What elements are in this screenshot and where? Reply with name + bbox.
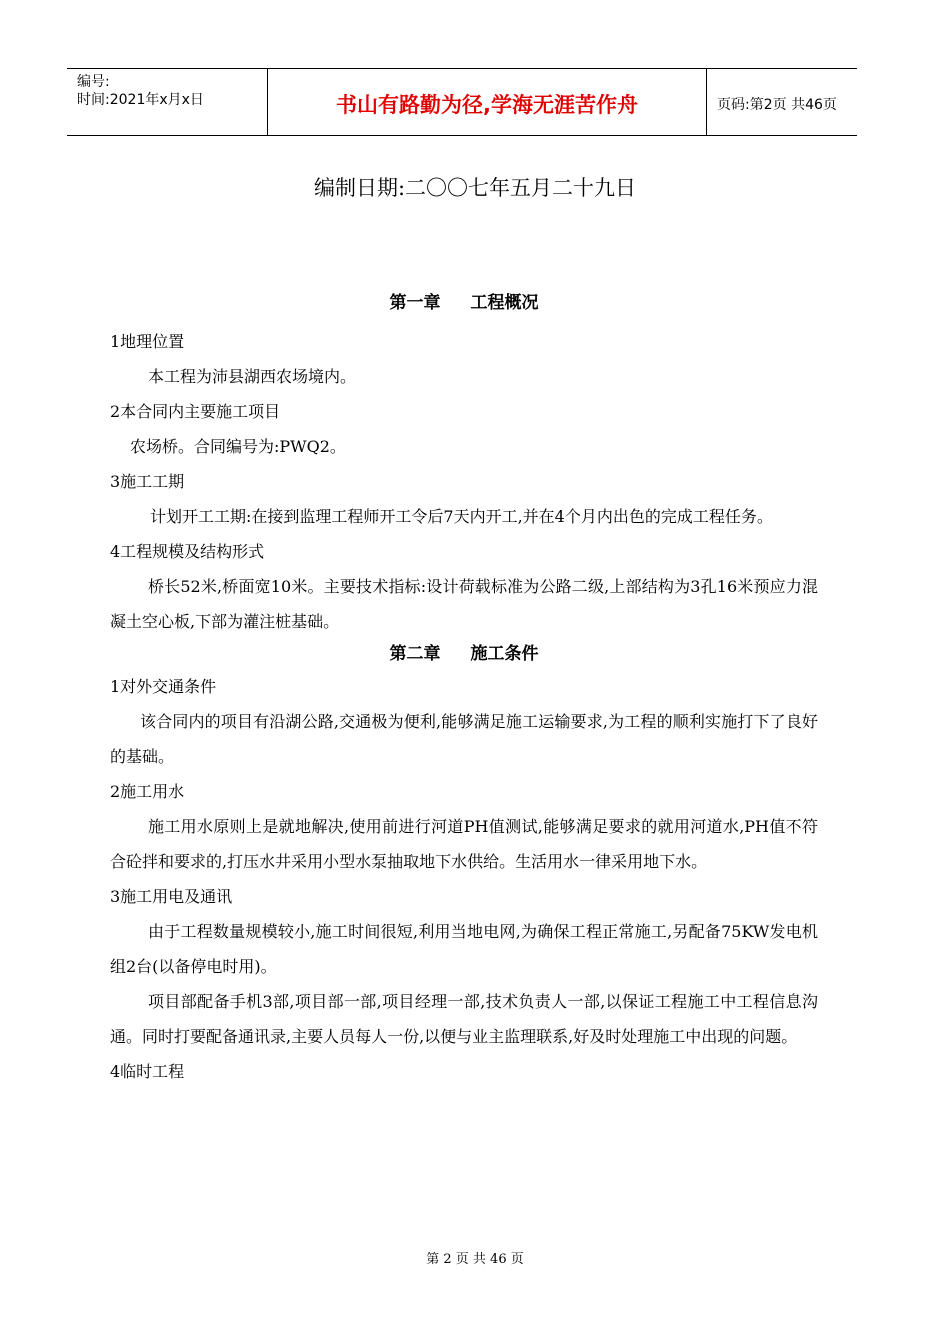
- document-body: [110, 288, 818, 1089]
- chapter-1-name: 工程概况: [470, 293, 539, 313]
- paragraph: 计划开工工期:在接到监理工程师开工令后7天内开工,并在4个月内出色的完成工程任务。: [150, 507, 773, 526]
- section-heading: 1对外交通条件: [110, 677, 217, 696]
- header-meta: [67, 69, 267, 135]
- chapter-1-title: [110, 288, 818, 318]
- section-heading: 3施工用电及通讯: [110, 887, 233, 906]
- header-motto-cell: [267, 69, 707, 135]
- chapter-2-label: 第二章: [389, 644, 441, 664]
- page-header: [67, 68, 857, 136]
- paragraph: 由于工程数量规模较小,施工时间很短,利用当地电网,为确保工程正常施工,另配备75KW发电机组2台(以备停电时用)。: [110, 922, 818, 976]
- section-heading: 1地理位置: [110, 332, 185, 351]
- chapter-2-name: 施工条件: [470, 644, 539, 664]
- paragraph: 项目部配备手机3部,项目部一部,项目经理一部,技术负责人一部,以保证工程施工中工程信息沟通。同时打要配备通讯录,主要人员每人一份,以便与业主监理联系,好及时处理施工中出现的问题。: [110, 992, 818, 1046]
- number-label: 编号:: [77, 74, 110, 90]
- paragraph: 该合同内的项目有沿湖公路,交通极为便利,能够满足施工运输要求,为工程的顺利实施打下了良好的基础。: [110, 712, 818, 766]
- page-footer: 第 2 页 共 46 页: [426, 1252, 524, 1267]
- paragraph: 农场桥。合同编号为:PWQ2。: [130, 437, 346, 456]
- section-heading: 4临时工程: [110, 1062, 185, 1081]
- section-heading: 2本合同内主要施工项目: [110, 402, 281, 421]
- chapter-1-label: 第一章: [389, 293, 441, 313]
- chapter-2-title: [110, 639, 818, 669]
- section-heading: 4工程规模及结构形式: [110, 542, 265, 561]
- motto: 书山有路勤为径,学海无涯苦作舟: [336, 93, 638, 117]
- section-heading: 2施工用水: [110, 782, 185, 801]
- paragraph: 施工用水原则上是就地解决,使用前进行河道PH值测试,能够满足要求的就用河道水,PH值不符合砼拌和要求的,打压水井采用小型水泵抽取地下水供给。生活用水一律采用地下水。: [110, 817, 818, 871]
- paragraph: 桥长52米,桥面宽10米。主要技术指标:设计荷载标准为公路二级,上部结构为3孔16米预应力混凝土空心板,下部为灌注桩基础。: [110, 577, 818, 631]
- header-page-cell: [707, 69, 857, 135]
- section-heading: 3施工工期: [110, 472, 185, 491]
- compile-date: 编制日期:二〇〇七年五月二十九日: [313, 176, 637, 200]
- page-code: 页码:第2页 共46页: [717, 97, 837, 113]
- time-label: 时间:2021年x月x日: [77, 92, 204, 108]
- paragraph: 本工程为沛县湖西农场境内。: [148, 367, 357, 386]
